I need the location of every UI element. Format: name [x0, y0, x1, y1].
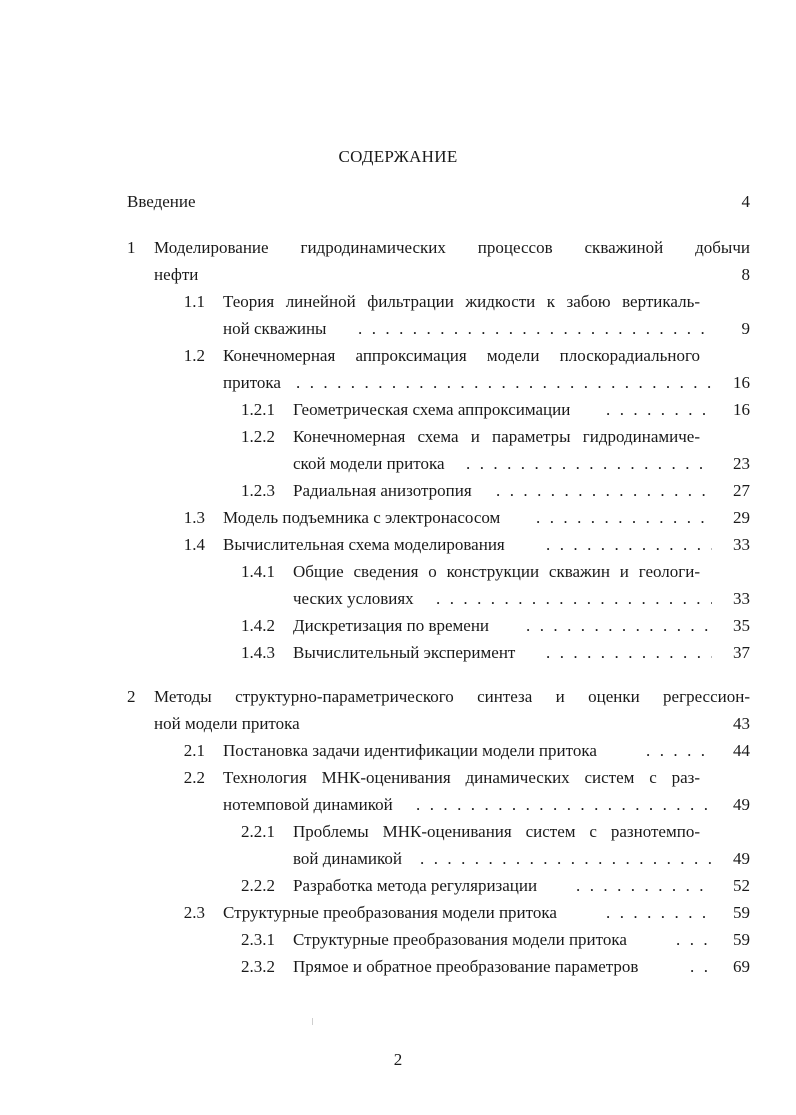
- toc-s22-number: 2.2: [183, 768, 205, 787]
- toc-s141-title-line2: ческих условиях: [293, 589, 414, 608]
- toc-s221-number: 2.2.1: [241, 822, 275, 841]
- toc-s141-title-line1: Общие сведения о конструкции скважин и геологи-: [293, 562, 700, 581]
- toc-s12-page: 16: [733, 373, 750, 392]
- toc-s123-title: Радиальная анизотропия: [293, 481, 472, 500]
- toc-s21-title: Постановка задачи идентификации модели притока: [223, 741, 597, 760]
- toc-leader-dots: [466, 452, 712, 476]
- toc-s143-number: 1.4.3: [241, 643, 275, 662]
- toc-s121-page: 16: [733, 400, 750, 419]
- toc-s122-title-line2: ской модели притока: [293, 454, 445, 473]
- page-title: СОДЕРЖАНИЕ: [338, 147, 458, 166]
- toc-intro-page: 4: [741, 192, 750, 211]
- toc-leader-dots: [646, 739, 712, 763]
- toc-ch2-title-line2: ной модели притока: [154, 714, 300, 733]
- toc-leader-dots: [690, 955, 712, 979]
- toc-s14-page: 33: [733, 535, 750, 554]
- toc-s221-title-line1: Проблемы МНК-оценивания систем с разнотемпо-: [293, 822, 700, 841]
- toc-s13-number: 1.3: [183, 508, 205, 527]
- toc-ch1-number: 1: [127, 238, 136, 257]
- toc-s232-title: Прямое и обратное преобразование параметров: [293, 957, 639, 976]
- toc-ch2-page: 43: [733, 714, 750, 733]
- scan-artifact: [312, 1018, 313, 1025]
- toc-s231-title: Структурные преобразования модели притока: [293, 930, 627, 949]
- toc-leader-dots: [606, 398, 712, 422]
- toc-ch1-title-line1: Моделирование гидродинамических процессов скважиной добычи: [154, 238, 750, 257]
- toc-s11-title-line1: Теория линейной фильтрации жидкости к забою вертикаль-: [223, 292, 700, 311]
- toc-leader-dots: [496, 479, 712, 503]
- toc-s11-page: 9: [741, 319, 750, 338]
- toc-s222-number: 2.2.2: [241, 876, 275, 895]
- toc-s12-number: 1.2: [183, 346, 205, 365]
- toc-s141-page: 33: [733, 589, 750, 608]
- toc-s12-title-line1: Конечномерная аппроксимация модели плоскорадиального: [223, 346, 700, 365]
- toc-s22-title-line1: Технология МНК-оценивания динамических систем с раз-: [223, 768, 700, 787]
- toc-leader-dots: [358, 317, 712, 341]
- toc-s221-page: 49: [733, 849, 750, 868]
- toc-ch2-title-line1: Методы структурно-параметрического синтеза и оценки регрессион-: [154, 687, 750, 706]
- toc-leader-dots: [526, 614, 712, 638]
- toc-s14-title: Вычислительная схема моделирования: [223, 535, 505, 554]
- toc-s222-page: 52: [733, 876, 750, 895]
- toc-s121-title: Геометрическая схема аппроксимации: [293, 400, 571, 419]
- toc-s11-title-line2: ной скважины: [223, 319, 327, 338]
- toc-s231-number: 2.3.1: [241, 930, 275, 949]
- toc-leader-dots: [296, 371, 712, 395]
- toc-s13-title: Модель подъемника с электронасосом: [223, 508, 501, 527]
- toc-s22-page: 49: [733, 795, 750, 814]
- toc-ch2-number: 2: [127, 687, 136, 706]
- toc-s21-number: 2.1: [183, 741, 205, 760]
- toc-s232-page: 69: [733, 957, 750, 976]
- toc-leader-dots: [576, 874, 712, 898]
- toc-s142-title: Дискретизация по времени: [293, 616, 490, 635]
- toc-s122-title-line1: Конечномерная схема и параметры гидродинамиче-: [293, 427, 700, 446]
- toc-leader-dots: [436, 587, 712, 611]
- toc-ch1-title-line2: нефти: [154, 265, 199, 284]
- toc-leader-dots: [676, 928, 712, 952]
- toc-s23-number: 2.3: [183, 903, 205, 922]
- toc-s23-title: Структурные преобразования модели притока: [223, 903, 557, 922]
- toc-s142-number: 1.4.2: [241, 616, 275, 635]
- toc-s143-page: 37: [733, 643, 750, 662]
- toc-s232-number: 2.3.2: [241, 957, 275, 976]
- toc-s13-page: 29: [733, 508, 750, 527]
- toc-s142-page: 35: [733, 616, 750, 635]
- toc-leader-dots: [420, 847, 712, 871]
- toc-s222-title: Разработка метода регуляризации: [293, 876, 538, 895]
- page-number: 2: [393, 1050, 403, 1069]
- toc-leader-dots: [606, 901, 712, 925]
- toc-s21-page: 44: [733, 741, 750, 760]
- toc-s14-number: 1.4: [183, 535, 205, 554]
- toc-leader-dots: [546, 641, 712, 665]
- toc-s221-title-line2: вой динамикой: [293, 849, 402, 868]
- toc-leader-dots: [416, 793, 712, 817]
- toc-s143-title: Вычислительный эксперимент: [293, 643, 516, 662]
- toc-leader-dots: [536, 506, 712, 530]
- toc-s22-title-line2: нотемповой динамикой: [223, 795, 393, 814]
- toc-s122-number: 1.2.2: [241, 427, 275, 446]
- toc-s23-page: 59: [733, 903, 750, 922]
- toc-s123-number: 1.2.3: [241, 481, 275, 500]
- toc-s11-number: 1.1: [183, 292, 205, 311]
- toc-s122-page: 23: [733, 454, 750, 473]
- toc-s123-page: 27: [733, 481, 750, 500]
- toc-s231-page: 59: [733, 930, 750, 949]
- toc-s121-number: 1.2.1: [241, 400, 275, 419]
- toc-intro-label: Введение: [127, 192, 196, 211]
- toc-leader-dots: [546, 533, 712, 557]
- toc-s141-number: 1.4.1: [241, 562, 275, 581]
- toc-ch1-page: 8: [741, 265, 750, 284]
- toc-s12-title-line2: притока: [223, 373, 281, 392]
